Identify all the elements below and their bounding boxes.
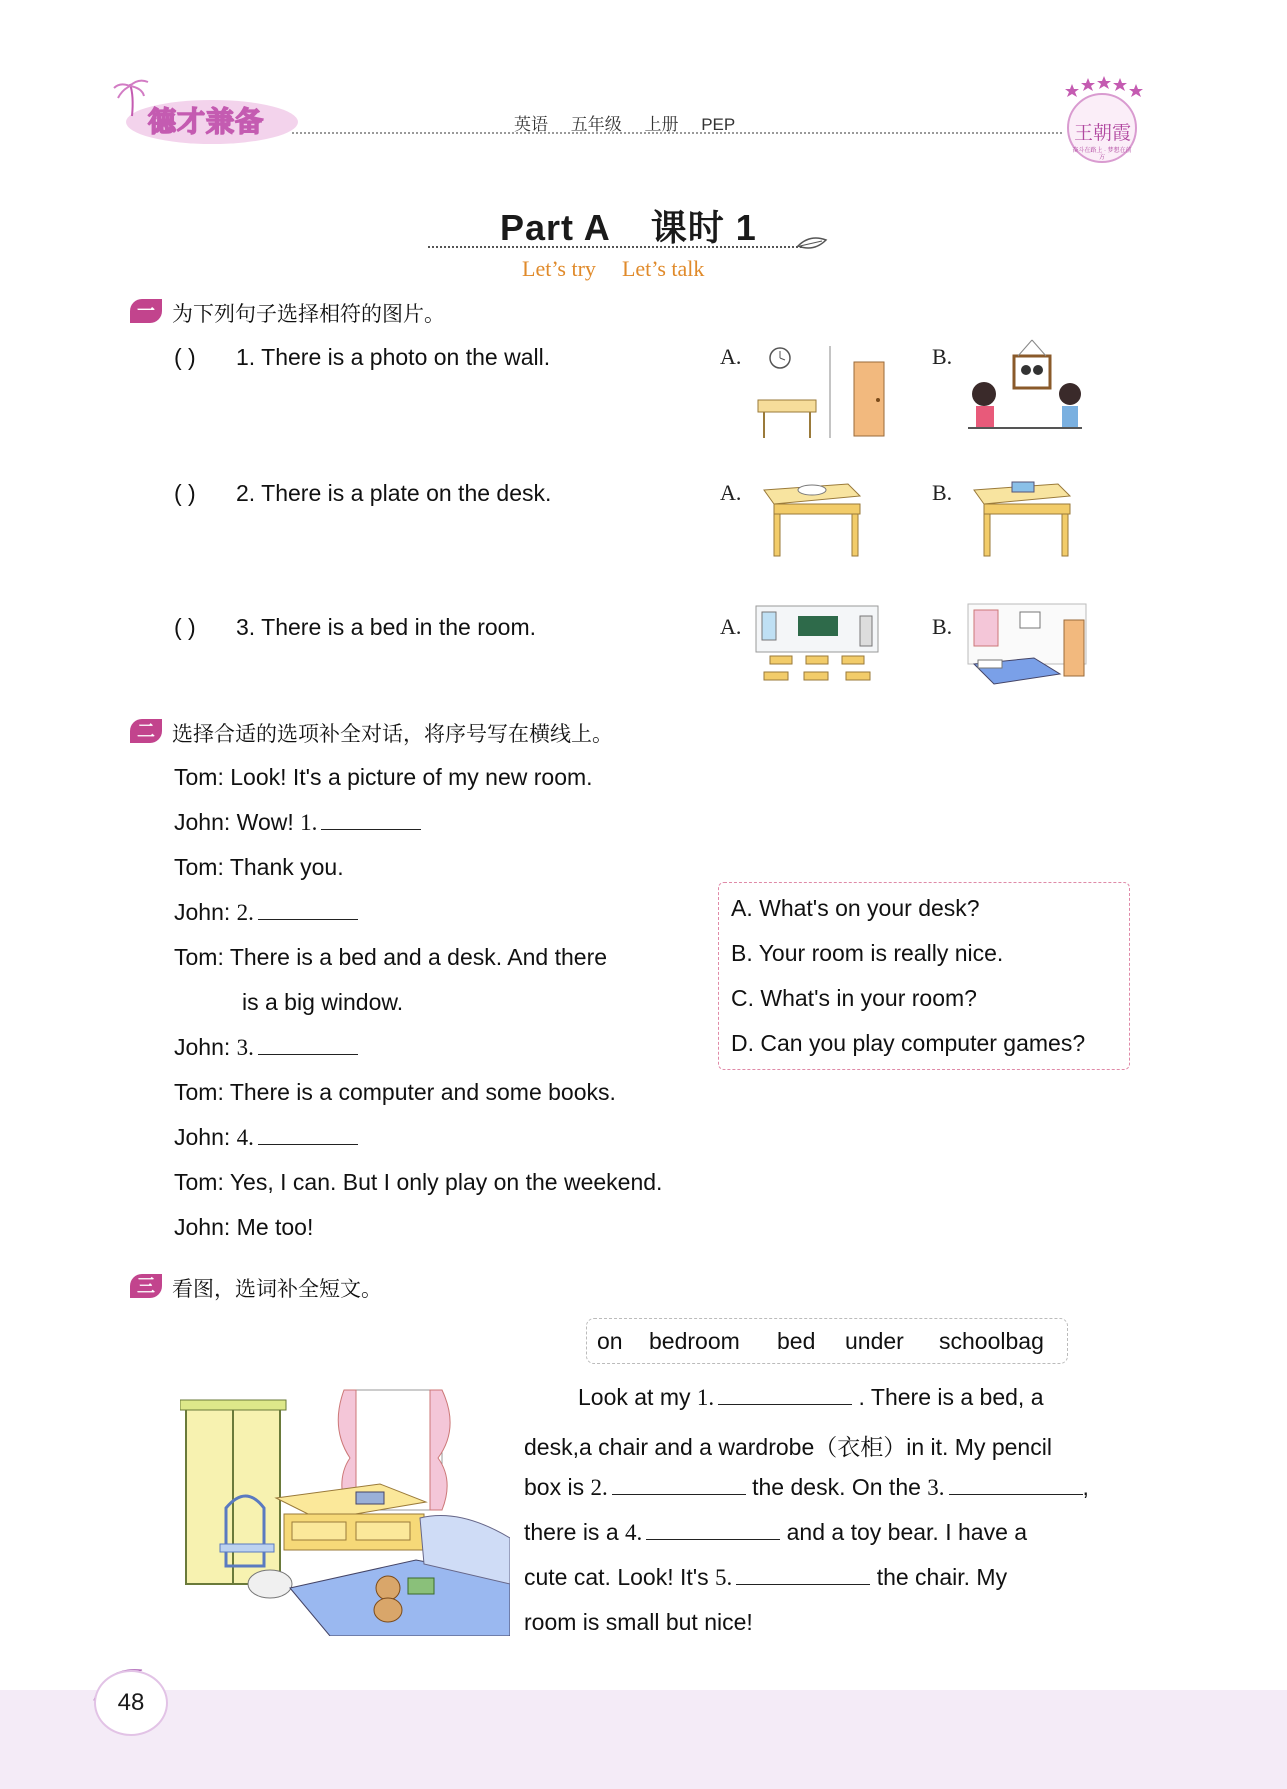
leaf-decoration-icon — [796, 234, 830, 256]
bedroom-scene-image — [180, 1388, 510, 1636]
section-1-icon: 一 — [130, 299, 162, 323]
dialogue-line: is a big window. — [242, 989, 404, 1015]
option-item: B. Your room is really nice. — [731, 940, 1004, 966]
blank-number: 3. — [927, 1475, 945, 1500]
question-text: 2. There is a plate on the desk. — [236, 480, 552, 506]
blank-number: 3. — [236, 1035, 254, 1060]
dialogue-line: John: 4. — [174, 1124, 358, 1151]
answer-blank[interactable] — [258, 1126, 358, 1145]
blank-number: 2. — [590, 1475, 608, 1500]
subject: 英语 — [514, 115, 548, 134]
answer-blank[interactable] — [718, 1386, 852, 1405]
passage-line: cute cat. Look! It's 5. the chair. My — [524, 1564, 1008, 1590]
room-clock-door-image — [752, 336, 894, 444]
options-box — [718, 882, 1130, 1070]
author-badge — [1058, 74, 1146, 166]
word-option: bedroom — [649, 1328, 740, 1354]
dialogue-line: Tom: Thank you. — [174, 854, 344, 880]
subtitle-lets-try: Let’s try — [522, 256, 596, 281]
lesson-title: 课时 1 — [650, 207, 757, 248]
desk-with-plate-image — [756, 474, 866, 560]
answer-paren[interactable]: ( ) — [174, 344, 196, 370]
section-1-instruction: 为下列句子选择相符的图片。 — [172, 303, 445, 326]
question-3 — [174, 614, 536, 641]
section-3-instruction: 看图，选词补全短文。 — [172, 1278, 382, 1301]
lesson-subtitle — [522, 256, 730, 282]
passage-line: Look at my 1. . There is a bed, a — [578, 1384, 1044, 1410]
page-title — [500, 200, 757, 251]
answer-paren[interactable]: ( ) — [174, 614, 196, 640]
bedroom-image — [964, 600, 1090, 692]
desk-with-book-image — [966, 474, 1076, 560]
dialogue-line: John: 3. — [174, 1034, 358, 1061]
blank-number: 4. — [236, 1125, 254, 1150]
word-bank — [586, 1318, 1068, 1364]
answer-blank[interactable] — [258, 1036, 358, 1055]
logo-text: 德才兼备 — [148, 105, 265, 138]
blank-number: 5. — [715, 1565, 733, 1590]
passage-line: box is 2. the desk. On the 3. , — [524, 1474, 1089, 1500]
photo-on-wall-image — [962, 336, 1088, 446]
passage-line: room is small but nice! — [524, 1609, 753, 1635]
blank-number: 1. — [300, 810, 318, 835]
section-2-icon: 二 — [130, 719, 162, 743]
answer-blank[interactable] — [949, 1476, 1083, 1495]
dialogue-line: Tom: Yes, I can. But I only play on the weekend. — [174, 1169, 663, 1195]
option-item: A. What's on your desk? — [731, 895, 980, 921]
passage-line: desk,a chair and a wardrobe（衣柜）in it. My pencil — [524, 1434, 1052, 1460]
logo — [112, 76, 302, 148]
question-2 — [174, 480, 551, 507]
subtitle-lets-talk: Let’s talk — [621, 256, 705, 281]
dialogue-line: John: Wow! 1. — [174, 809, 421, 836]
word-option: on — [597, 1328, 623, 1354]
footer-band — [0, 1690, 1287, 1789]
answer-blank[interactable] — [736, 1566, 870, 1585]
passage-line: there is a 4. and a toy bear. I have a — [524, 1519, 1028, 1545]
answer-paren[interactable]: ( ) — [174, 480, 196, 506]
blank-number: 4. — [625, 1520, 643, 1545]
grade: 五年级 — [570, 115, 622, 134]
dialogue-line: Tom: There is a bed and a desk. And there — [174, 944, 608, 970]
question-text: 3. There is a bed in the room. — [236, 614, 537, 640]
dialogue-line: John: 2. — [174, 899, 358, 926]
option-b-label: B. — [932, 480, 953, 505]
answer-blank[interactable] — [258, 901, 358, 920]
option-item: C. What's in your room? — [731, 985, 977, 1011]
word-option: under — [845, 1328, 904, 1354]
question-1 — [174, 344, 550, 371]
section-2-instruction: 选择合适的选项补全对话，将序号写在横线上。 — [172, 723, 613, 746]
word-option: schoolbag — [939, 1328, 1044, 1354]
section-3-icon: 三 — [130, 1274, 162, 1298]
blank-number: 1. — [696, 1385, 715, 1410]
page-number: 48 — [94, 1670, 168, 1736]
title-underline — [428, 246, 802, 248]
option-a-label: A. — [720, 480, 742, 505]
classroom-image — [750, 600, 884, 692]
question-text: 1. There is a photo on the wall. — [236, 344, 551, 370]
dialogue-line: Tom: There is a computer and some books. — [174, 1079, 616, 1105]
blank-number: 2. — [236, 900, 254, 925]
volume: 上册 — [644, 115, 679, 134]
dialogue-line: Tom: Look! It's a picture of my new room. — [174, 764, 593, 790]
edition: PEP — [701, 115, 736, 134]
part-title: Part A — [500, 207, 611, 248]
option-b-label: B. — [932, 344, 953, 369]
answer-blank[interactable] — [646, 1521, 780, 1540]
dialogue-line: John: Me too! — [174, 1214, 314, 1240]
answer-blank[interactable] — [612, 1476, 746, 1495]
answer-blank[interactable] — [321, 811, 421, 830]
word-option: bed — [777, 1328, 816, 1354]
option-a-label: A. — [720, 614, 742, 639]
badge-text: 王朝霞 — [1074, 122, 1132, 144]
header-divider — [292, 132, 1062, 134]
badge-subtext: 奋斗在路上 · 梦想在前方 — [1072, 148, 1132, 161]
option-b-label: B. — [932, 614, 953, 639]
option-item: D. Can you play computer games? — [731, 1030, 1086, 1056]
option-a-label: A. — [720, 344, 742, 369]
